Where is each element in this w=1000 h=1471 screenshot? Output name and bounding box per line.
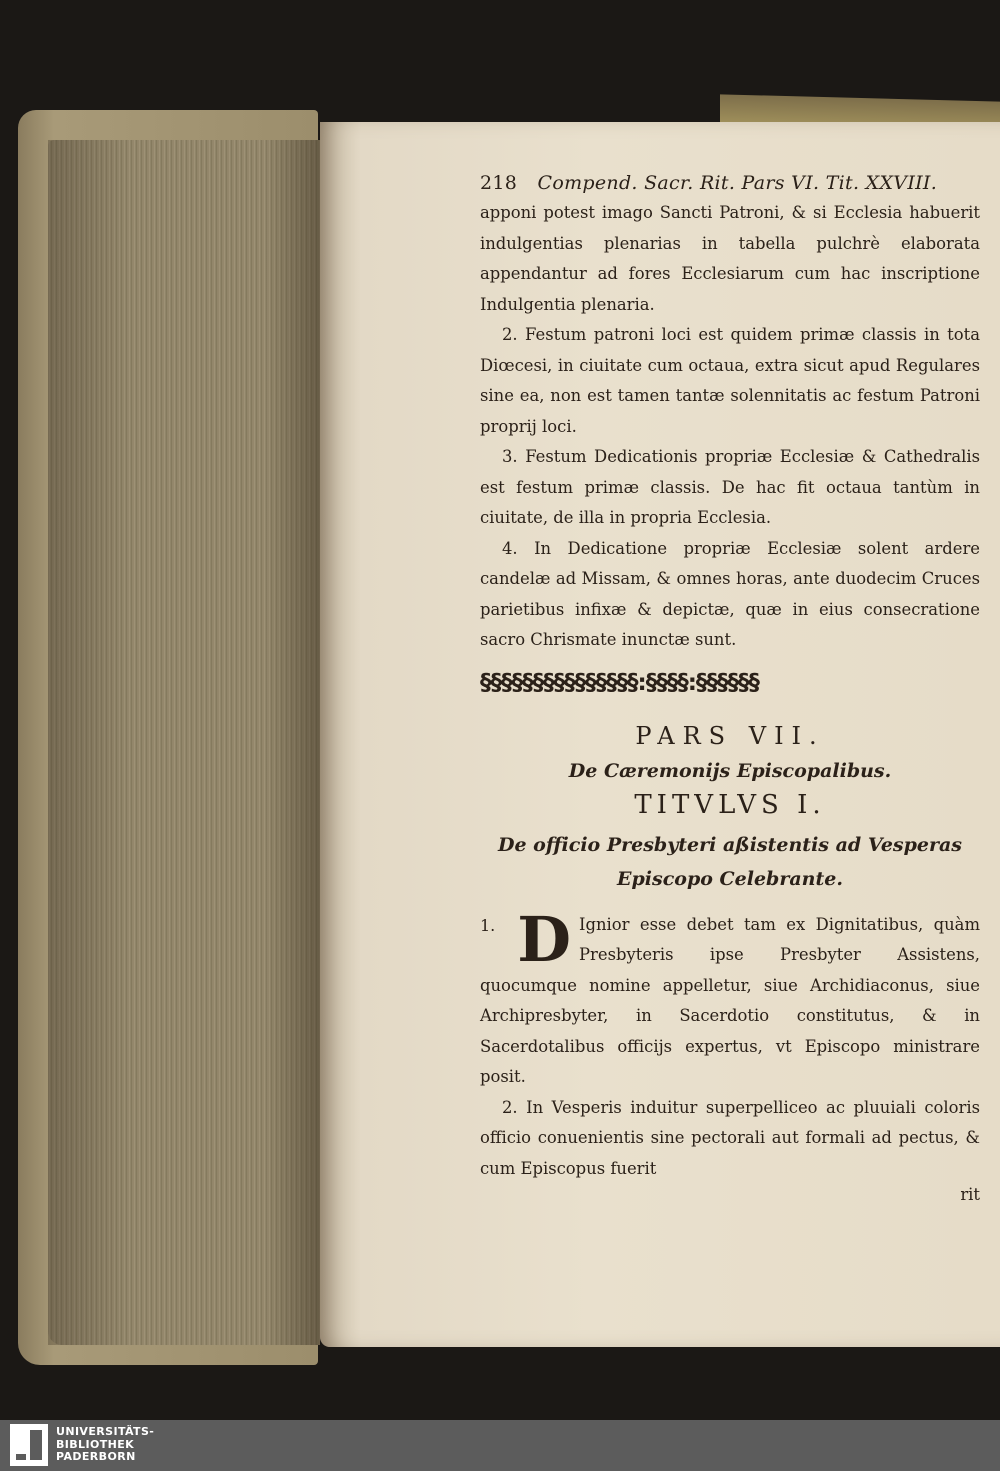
ornamental-divider: §§§§§§§§§§§§§§§:§§§§:§§§§§§: [480, 669, 759, 696]
page-number: 218: [480, 172, 518, 194]
catchword: rit: [960, 1185, 980, 1204]
paragraph: [480, 902, 980, 1093]
paragraph: 2. In Vesperis induitur superpelliceo ac pluuiali coloris officio conuenientis sine pectorali aut formali ad pectus, & cum Episcopus fuerit: [480, 1097, 980, 1178]
paragraph: 2. Festum patroni loci est quidem primæ classis in tota Diœcesi, in ciuitate cum octaua, extra sicut apud Regulares sine ea, non est tamen tantæ solennitatis ac festum Patroni proprij loci.: [480, 325, 980, 436]
page-text: [480, 172, 980, 1211]
paragraph: 3. Festum Dedicationis propriæ Ecclesiæ & Cathedralis est festum primæ classis. De hac fit octaua tantùm in ciuitate, de illa in propria Ecclesia.: [480, 447, 980, 527]
running-title: Compend. Sacr. Rit. Pars VI. Tit. XXVIII.: [537, 172, 938, 194]
drop-cap: D: [517, 902, 572, 976]
paragraph: apponi potest imago Sancti Patroni, & si Ecclesia habuerit indulgentias plenarias in tabella pulchrè elaborata appendantur ad fores Ecclesiarum cum hac inscriptione Indulgentia plenaria.: [480, 203, 980, 314]
library-logo-icon: [10, 1424, 48, 1466]
paragraph-number: 1.: [480, 915, 496, 935]
title-heading: TITVLVS I.: [634, 789, 826, 820]
page-edges: [48, 140, 320, 1345]
part-heading: PARS VII.: [635, 721, 825, 750]
running-header: [480, 172, 980, 194]
paragraph-text: Ignior esse debet tam ex Dignitatibus, quàm Presbyteris ipse Presbyter Assistens, quocumque nomine appelletur, siue Archidiaconus, siue Archipresbyter, in Sacerdotio constitutus, & in Sacerdotalibus officijs expertus, vt Episcopo ministrare posit.: [480, 914, 980, 1086]
title-subheading: De officio Presbyteri aßistentis ad Vesperas Episcopo Celebrante.: [497, 833, 962, 890]
paragraph: 4. In Dedicatione propriæ Ecclesiæ solent ardere candelæ ad Missam, & omnes horas, ante duodecim Cruces parietibus infixæ & depictæ, quæ in eius consecratione sacro Chrismate inunctæ sunt.: [480, 538, 980, 649]
library-name: UNIVERSITÄTS- BIBLIOTHEK PADERBORN: [56, 1425, 155, 1463]
part-subtitle: De Cæremonijs Episcopalibus.: [568, 759, 892, 782]
